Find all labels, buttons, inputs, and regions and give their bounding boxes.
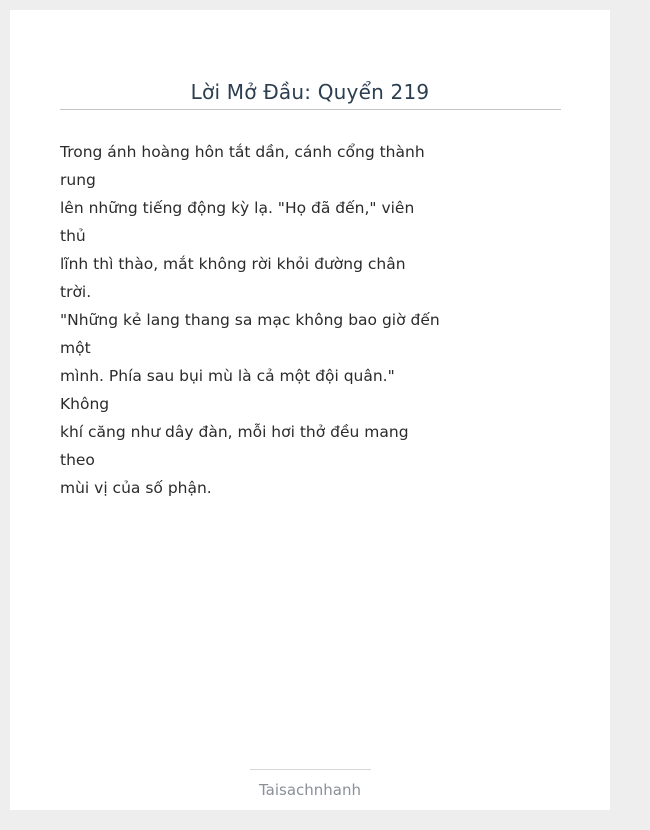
text-line: Trong ánh hoàng hôn tắt dần, cánh cổng thành xyxy=(60,143,425,161)
footer-text: Taisachnhanh xyxy=(258,781,362,799)
text-line: mùi vị của số phận. xyxy=(60,479,212,497)
page-title: Lời Mở Đầu: Quyển 219 xyxy=(190,80,430,104)
text-line: lĩnh thì thào, mắt không rời khỏi đường chân xyxy=(60,255,406,273)
text-line: theo xyxy=(60,451,95,469)
text-line: "Những kẻ lang thang sa mạc không bao giờ đến xyxy=(60,311,440,329)
text-line: Không xyxy=(60,395,110,413)
text-line: lên những tiếng động kỳ lạ. "Họ đã đến," viên xyxy=(60,199,415,217)
text-line: thủ xyxy=(60,227,86,245)
text-line: rung xyxy=(60,171,96,189)
document-page xyxy=(10,10,610,810)
footer-divider xyxy=(250,769,371,770)
text-line: một xyxy=(60,339,91,357)
text-line: khí căng như dây đàn, mỗi hơi thở đều mang xyxy=(60,423,409,441)
title-divider xyxy=(60,109,561,110)
body-text xyxy=(60,138,440,502)
text-line: trời. xyxy=(60,283,92,301)
text-line: mình. Phía sau bụi mù là cả một đội quân." xyxy=(60,367,395,385)
